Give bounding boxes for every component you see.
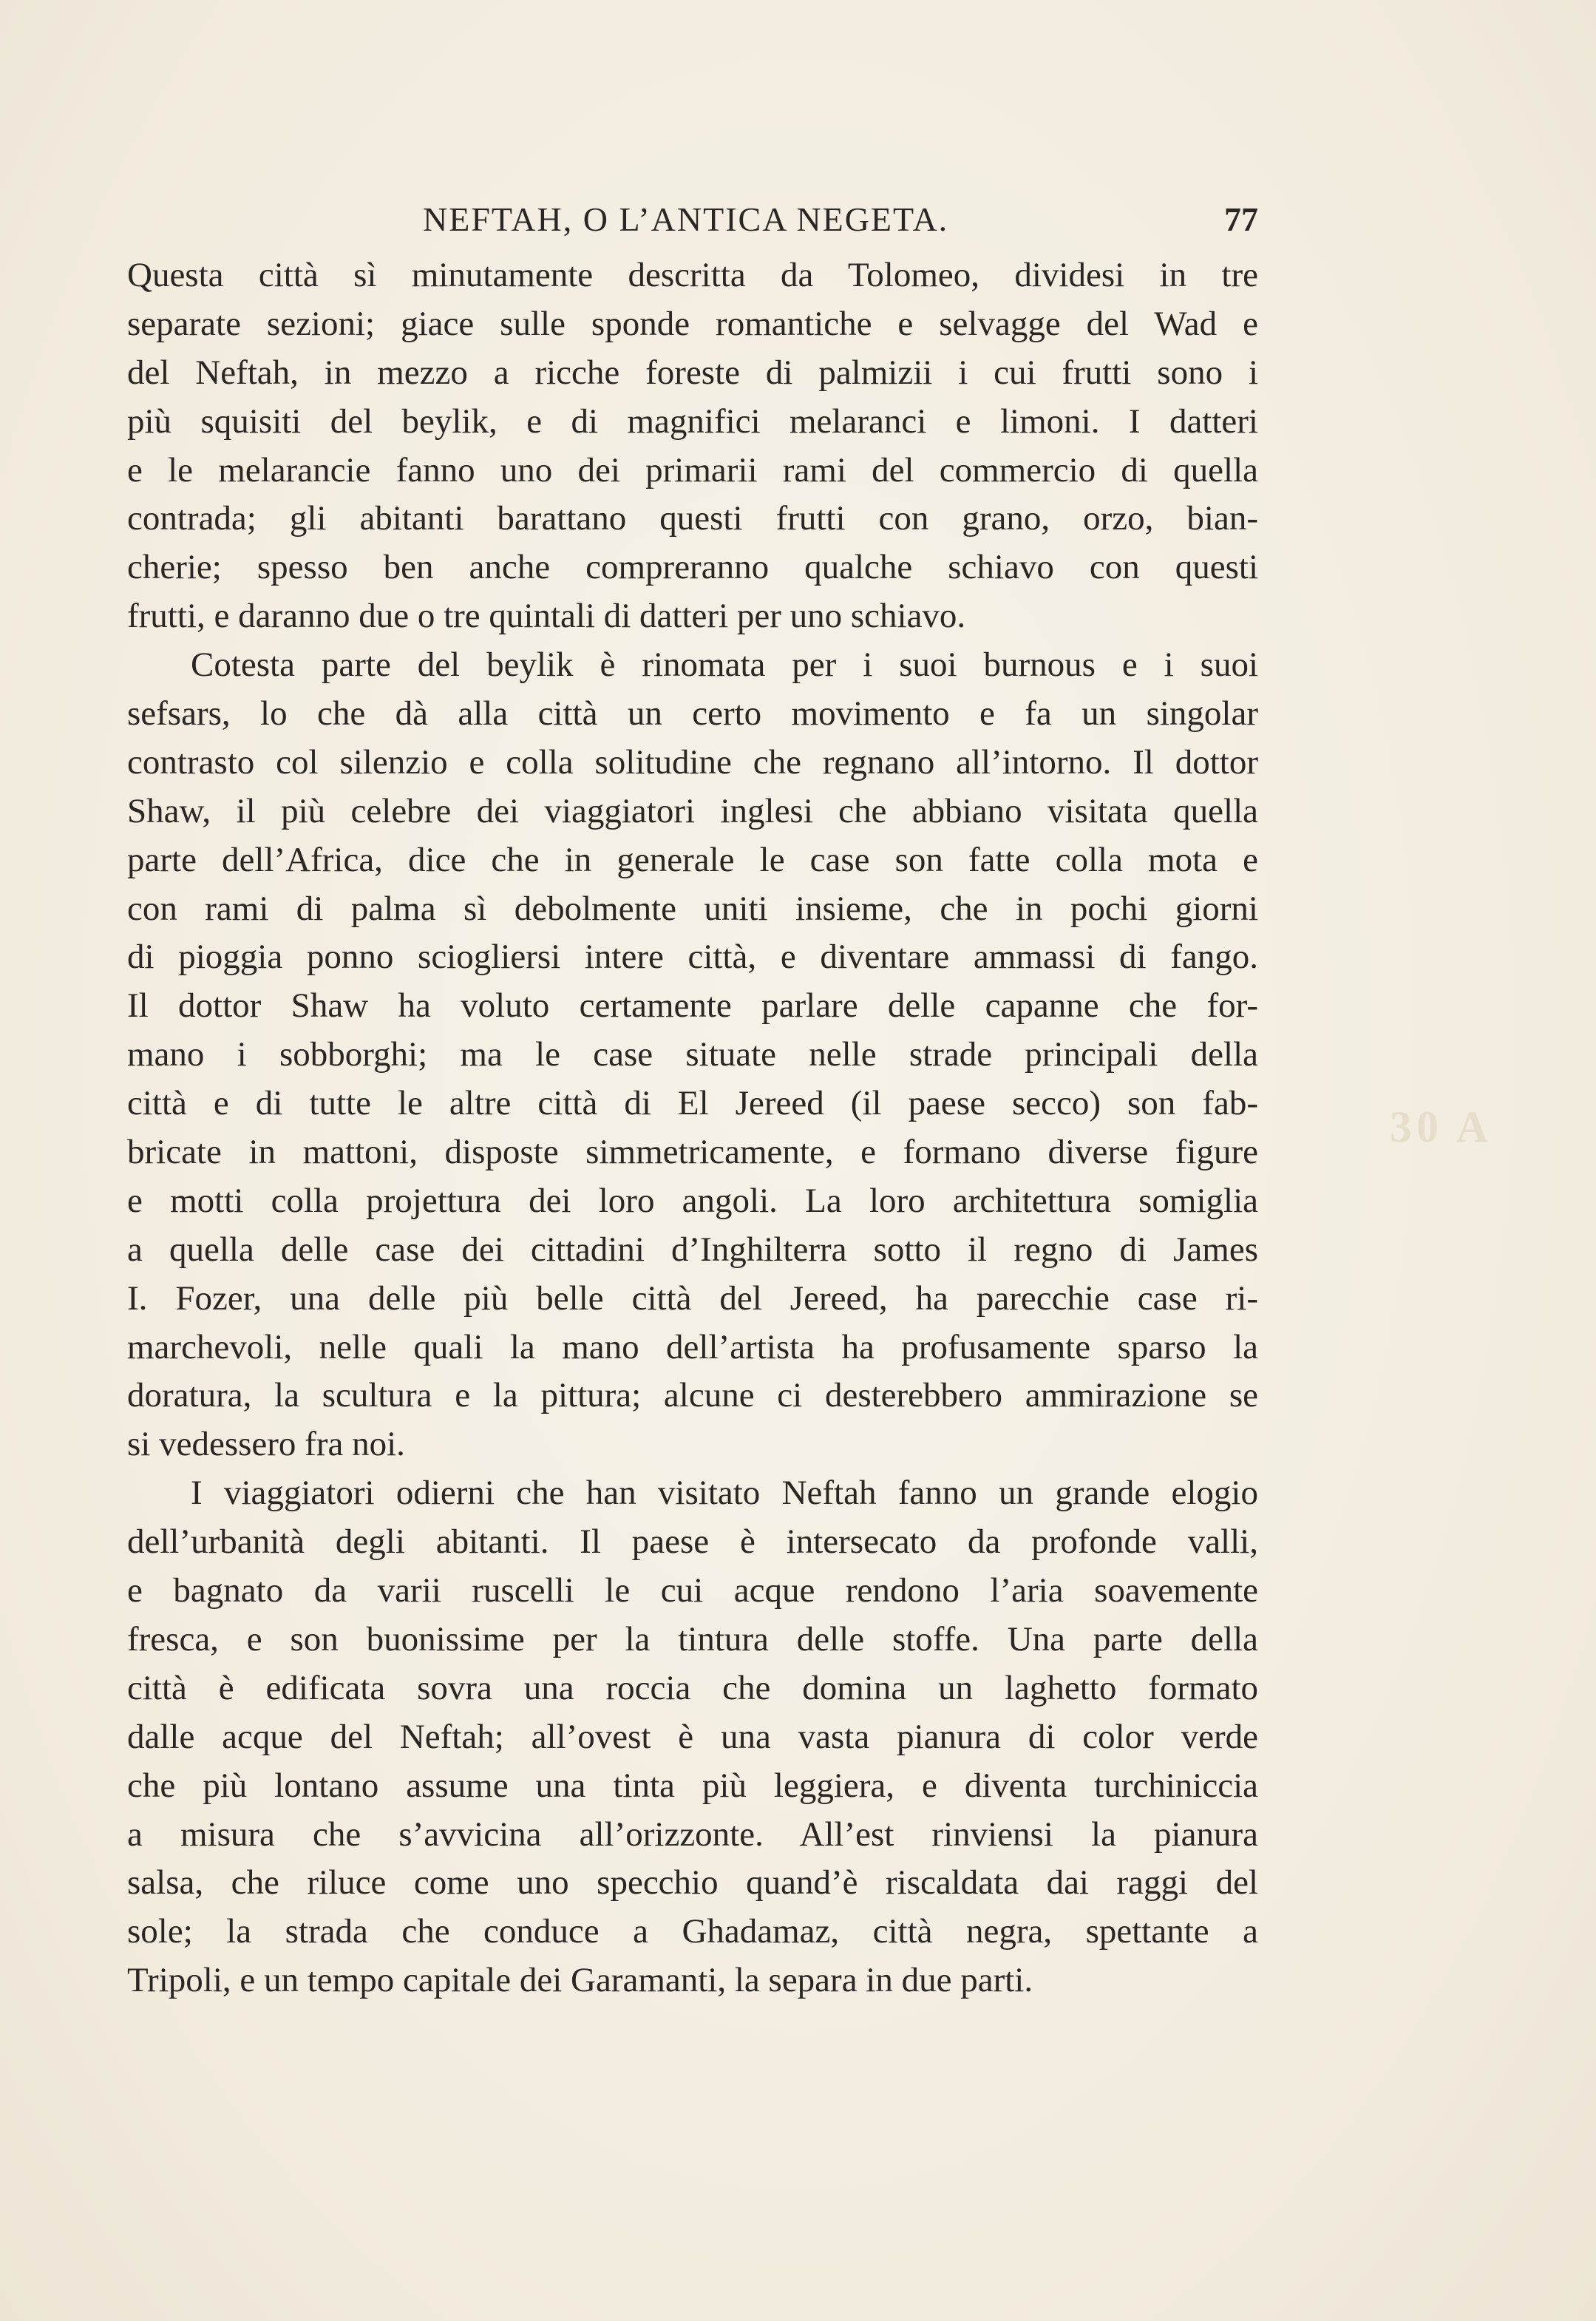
text-line: Il dottor Shaw ha voluto certamente parlare delle capanne che for-: [127, 986, 1258, 1026]
text-line: a misura che s’avvicina all’orizzonte. All’est rinviensi la pianura: [127, 1815, 1258, 1854]
text-line: del Neftah, in mezzo a ricche foreste di palmizii i cui frutti sono i: [127, 353, 1258, 392]
text-line: mano i sobborghi; ma le case situate nelle strade principali della: [127, 1035, 1258, 1074]
text-line: separate sezioni; giace sulle sponde romantiche e selvagge del Wad e: [127, 304, 1258, 343]
text-line: dell’urbanità degli abitanti. Il paese è intersecato da profonde valli,: [127, 1522, 1258, 1562]
text-line: Cotesta parte del beylik è rinomata per i suoi burnous e i suoi: [191, 646, 1258, 685]
text-line: doratura, la scultura e la pittura; alcune ci desterebbero ammirazione se: [127, 1376, 1258, 1415]
text-line: di pioggia ponno sciogliersi intere città, e diventare ammassi di fango.: [127, 938, 1258, 977]
text-line: fresca, e son buonissime per la tintura delle stoffe. Una parte della: [127, 1619, 1258, 1658]
text-line: dalle acque del Neftah; all’ovest è una vasta pianura di color verde: [127, 1717, 1258, 1756]
text-line: si vedessero fra noi.: [127, 1425, 405, 1464]
text-line: che più lontano assume una tinta più leggiera, e diventa turchiniccia: [127, 1766, 1258, 1805]
bleed-through-text: 30 A: [1390, 1102, 1493, 1151]
text-line: contrada; gli abitanti barattano questi frutti con grano, orzo, bian-: [127, 499, 1258, 538]
text-line: marchevoli, nelle quali la mano dell’artista ha profusamente sparso la: [127, 1327, 1258, 1366]
text-line: cherie; spesso ben anche compreranno qualche schiavo con questi: [127, 548, 1258, 587]
text-line: I. Fozer, una delle più belle città del Jereed, ha parecchie case ri-: [127, 1278, 1258, 1318]
text-line: più squisiti del beylik, e di magnifici melaranci e limoni. I datteri: [127, 401, 1258, 441]
text-line: con rami di palma sì debolmente uniti insieme, che in pochi giorni: [127, 889, 1258, 928]
text-line: salsa, che riluce come uno specchio quand’è riscaldata dai raggi del: [127, 1863, 1258, 1902]
body-text: [127, 251, 1258, 2005]
text-line: bricate in mattoni, disposte simmetricamente, e formano diverse figure: [127, 1133, 1258, 1172]
text-line: città e di tutte le altre città di El Jereed (il paese secco) son fab-: [127, 1084, 1258, 1123]
text-line: sefsars, lo che dà alla città un certo movimento e fa un singolar: [127, 694, 1258, 733]
text-line: e bagnato da varii ruscelli le cui acque rendono l’aria soavemente: [127, 1571, 1258, 1610]
text-line: Shaw, il più celebre dei viaggiatori inglesi che abbiano visitata quella: [127, 791, 1258, 830]
text-line: frutti, e daranno due o tre quintali di datteri per uno schiavo.: [127, 597, 966, 636]
text-line: a quella delle case dei cittadini d’Inghilterra sotto il regno di James: [127, 1230, 1258, 1269]
text-line: Tripoli, e un tempo capitale dei Garamanti, la separa in due parti.: [127, 1961, 1033, 2000]
text-line: I viaggiatori odierni che han visitato Neftah fanno un grande elogio: [191, 1474, 1258, 1513]
text-line: Questa città sì minutamente descritta da Tolomeo, dividesi in tre: [127, 256, 1258, 294]
text-line: contrasto col silenzio e colla solitudine che regnano all’intorno. Il dottor: [127, 742, 1258, 782]
text-line: e le melarancie fanno uno dei primarii rami del commercio di quella: [127, 450, 1258, 489]
text-line: città è edificata sovra una roccia che domina un laghetto formato: [127, 1668, 1258, 1707]
running-title: NEFTAH, O L’ANTICA NEGETA.: [423, 200, 949, 238]
text-line: e motti colla projettura dei loro angoli. La loro architettura somiglia: [127, 1181, 1258, 1220]
text-line: parte dell’Africa, dice che in generale le case son fatte colla mota e: [127, 840, 1258, 879]
running-head: [127, 200, 1258, 251]
page-number: 77: [1224, 200, 1258, 238]
text-line: sole; la strada che conduce a Ghadamaz, città negra, spettante a: [127, 1912, 1258, 1951]
